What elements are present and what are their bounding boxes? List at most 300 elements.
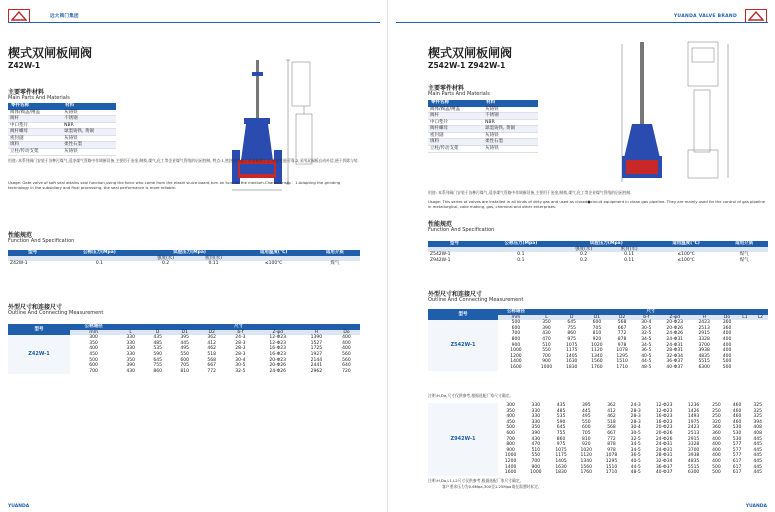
table-cell: 500	[722, 359, 732, 365]
table-cell: 445	[753, 447, 762, 453]
table-cell: 772	[607, 436, 616, 442]
parts-col-name: 零件名称	[8, 103, 62, 110]
table-cell: 390	[542, 325, 551, 331]
table-cell: 772	[207, 368, 216, 374]
header-rule	[396, 22, 768, 23]
table-cell: 400	[89, 346, 98, 352]
brand-name: 远大阀门集团	[50, 14, 79, 19]
table-cell: 3328	[687, 442, 700, 448]
table-cell: 400	[712, 447, 721, 453]
table-row	[8, 129, 116, 136]
table-cell: 445	[753, 464, 762, 470]
table-cell: 330	[126, 335, 135, 341]
table-cell: 577	[732, 453, 742, 459]
parts-title-en: Main Parts And Materials	[8, 95, 70, 101]
table-cell: 320	[712, 419, 721, 425]
table-cell: 立柱/传动支架	[8, 149, 62, 156]
table-cell: 400	[722, 342, 732, 348]
table-cell: 5515	[698, 359, 710, 365]
table-cell: 1000	[530, 470, 542, 476]
table-cell: 20-Φ26	[666, 325, 684, 331]
table-cell: 400	[722, 353, 732, 359]
table-cell: 1760	[580, 470, 592, 476]
table-cell: 445	[180, 340, 189, 346]
table-cell: 24-Φ31	[666, 342, 684, 348]
table-cell: 535	[153, 346, 162, 352]
table-cell: 400	[722, 348, 732, 354]
table-cell: 0.11	[208, 261, 219, 267]
table-cell: 600	[506, 430, 515, 436]
spec-table	[428, 241, 768, 263]
table-cell: 1630	[555, 464, 567, 470]
table-cell: 975	[556, 442, 566, 448]
table-cell: b-f	[643, 314, 650, 320]
table-cell: 435	[556, 403, 566, 408]
table-cell: 550	[180, 351, 189, 357]
table-cell: 24-Φ26	[655, 436, 673, 442]
table-cell: 1390	[310, 335, 323, 341]
table-cell: 48-5	[630, 470, 641, 476]
table-cell: 12-Φ23	[655, 408, 673, 414]
parts-col-material: 材料	[62, 103, 116, 110]
table-cell: 645	[153, 357, 162, 363]
table-cell: 390	[126, 363, 135, 369]
table-cell: H	[314, 329, 319, 335]
table-cell: 3328	[698, 336, 710, 342]
table-cell: 705	[581, 430, 591, 436]
table-cell: 330	[531, 408, 541, 414]
table-cell: 20-Φ26	[269, 363, 287, 369]
table-cell: 360	[712, 430, 721, 436]
table-cell: 408	[753, 425, 762, 431]
table-cell: 尺寸	[234, 324, 244, 329]
table-row	[428, 126, 538, 133]
table-cell: L	[545, 314, 548, 320]
table-cell: 590	[153, 351, 162, 357]
table-cell: 568	[207, 357, 216, 363]
table-cell: 煤气	[739, 252, 749, 258]
table-cell: 518	[607, 419, 616, 425]
table-cell: 适用介质	[735, 241, 754, 246]
table-cell: 408	[753, 430, 762, 436]
table-cell: D1	[181, 329, 188, 335]
dim-title-en: Outline And Connecting Measurement	[428, 297, 524, 303]
table-cell: 705	[180, 363, 189, 369]
table-cell: 1600	[504, 470, 517, 476]
table-cell	[737, 365, 752, 371]
table-cell: 1000	[504, 453, 517, 459]
table-cell: 1020	[591, 342, 603, 348]
table-cell: D	[155, 329, 160, 335]
table-cell: 2423	[687, 425, 700, 431]
table-cell: 350	[531, 425, 541, 431]
table-cell: 2441	[310, 363, 323, 369]
spec-title: 性能规范	[428, 221, 453, 228]
dim-title-en: Outline And Connecting Measurement	[8, 310, 104, 316]
table-cell: 28-Φ31	[666, 348, 684, 354]
table-cell: Do	[723, 314, 731, 320]
table-cell: 878	[607, 442, 616, 448]
table-cell: 705	[592, 325, 602, 331]
table-cell: 1405	[555, 458, 567, 464]
table-cell: 400	[342, 340, 351, 346]
table-cell: 460	[732, 414, 742, 420]
table-cell: 型号	[458, 311, 468, 317]
table-cell: 645	[556, 425, 566, 431]
table-cell: 1510	[616, 359, 628, 365]
table-cell: 412	[207, 340, 216, 346]
table-cell: 12-Φ23	[269, 335, 287, 341]
table-cell: 0.2	[580, 257, 588, 263]
table-cell: 1400	[510, 359, 522, 365]
table-cell: 400	[712, 453, 721, 459]
table-cell: 400	[712, 436, 721, 442]
table-cell: 1175	[565, 348, 578, 354]
table-cell: 3938	[687, 453, 700, 459]
table-cell: 16-Φ23	[269, 346, 287, 352]
table-cell: 34-5	[641, 342, 652, 348]
table-cell: 24-Φ26	[666, 331, 684, 337]
table-cell: 518	[207, 351, 216, 357]
table-cell: 36-Φ37	[655, 464, 673, 470]
table-cell: 500	[506, 425, 515, 431]
right-page	[388, 0, 775, 512]
table-cell: 300	[506, 403, 515, 408]
table-cell: 860	[153, 368, 162, 374]
table-row	[428, 139, 538, 146]
table-cell: 12-Φ23	[655, 403, 673, 408]
table-cell: 462	[607, 414, 616, 420]
table-cell: 12-Φ23	[269, 340, 287, 346]
table-cell: 1426	[687, 408, 700, 414]
table-cell: b-f	[237, 329, 244, 335]
table-cell: 20-Φ23	[269, 357, 287, 363]
table-cell: 1200	[504, 458, 517, 464]
table-cell: 878	[617, 336, 627, 342]
table-cell: 2915	[687, 436, 700, 442]
page-title: 楔式双闸板闸阀	[428, 46, 513, 60]
table-cell: 立柱/传动支架	[428, 146, 483, 153]
table-cell: 755	[567, 325, 576, 331]
table-cell: 30-4	[235, 357, 246, 363]
table-cell: 470	[531, 442, 541, 448]
table-cell: 500	[89, 357, 98, 363]
table-cell: 24-Φ31	[655, 447, 673, 453]
table-cell: 445	[753, 442, 762, 448]
table-cell: 36-5	[630, 453, 641, 459]
table-cell: 800	[511, 336, 521, 342]
table-row	[8, 142, 116, 149]
table-cell: 1075	[565, 342, 578, 348]
table-cell: NBR	[62, 122, 116, 129]
table-cell: 978	[607, 447, 616, 453]
table-cell: 1078	[605, 453, 618, 459]
table-cell: 1200	[510, 353, 522, 359]
table-cell: 28-3	[630, 419, 641, 425]
table-cell: 700	[506, 436, 515, 442]
table-cell: 400	[342, 335, 351, 341]
table-cell: 型号	[449, 241, 459, 246]
table-cell: 450	[506, 419, 515, 425]
table-cell: 617	[732, 458, 742, 464]
table-cell: 550	[531, 453, 541, 459]
table-cell: 32-Φ34	[655, 458, 673, 464]
table-cell: 型号	[28, 250, 38, 255]
table-cell: 填料	[428, 139, 483, 146]
table-cell: mm	[511, 314, 521, 320]
table-cell: 2423	[698, 320, 710, 326]
table-cell: 2962	[310, 368, 323, 374]
table-cell: 500	[511, 320, 521, 326]
table-cell: 460	[732, 403, 742, 408]
table-cell: 公称通径	[84, 324, 103, 329]
table-cell: 400	[712, 442, 721, 448]
table-row	[8, 116, 116, 123]
table-cell: 30-5	[235, 363, 246, 369]
table-cell: 32-Φ34	[666, 353, 684, 359]
table-cell: 24-Φ31	[666, 336, 684, 342]
table-cell: 435	[153, 335, 162, 341]
table-cell: D	[569, 314, 574, 320]
table-cell: 560	[342, 357, 351, 363]
table-cell: 0.1	[95, 261, 103, 267]
table-cell: 800	[506, 442, 515, 448]
table-cell: 1400	[504, 464, 517, 470]
table-cell: Do	[343, 329, 350, 335]
table-cell: 568	[617, 320, 627, 326]
table-cell: 720	[342, 368, 351, 374]
table-cell: 3938	[698, 348, 710, 354]
table-cell: 公称压力(Mpa)	[504, 241, 538, 246]
table-cell: 300	[89, 335, 98, 341]
model-number: Z542W-1 Z942W-1	[428, 61, 506, 70]
table-cell: 1295	[616, 353, 628, 359]
note-b1: 注明:H,Do,L1,L2尺寸仅供参考,根据选配厂家尺寸确定。	[428, 478, 524, 483]
table-cell: 1405	[565, 353, 578, 359]
table-cell: 试验压力(Mpa)	[173, 250, 206, 255]
table-cell: 600	[89, 363, 98, 369]
table-cell: 900	[531, 464, 541, 470]
parts-title: 主要零件材料	[8, 89, 45, 96]
table-cell: 330	[531, 419, 541, 425]
table-cell: 0.11	[624, 252, 635, 258]
table-cell: NBR	[483, 119, 538, 126]
table-cell: 1560	[591, 359, 603, 365]
table-cell: 860	[567, 331, 576, 337]
page-title: 楔式双闸板闸阀	[8, 46, 93, 60]
table-cell: 430	[126, 368, 135, 374]
table-cell: 中口垫片	[8, 122, 62, 129]
table-cell: 450	[89, 351, 98, 357]
dim-table	[8, 324, 360, 374]
table-cell: 不锈钢	[62, 116, 116, 123]
table-cell: 495	[180, 346, 189, 352]
table-cell: 24-Φ31	[655, 442, 673, 448]
table-cell: 28-3	[235, 351, 246, 357]
table-cell: 577	[732, 442, 742, 448]
table-cell: 550	[581, 419, 591, 425]
table-cell: 20-Φ26	[655, 430, 673, 436]
table-cell: 500	[712, 464, 721, 470]
spec-table	[8, 250, 360, 267]
table-cell: 1560	[580, 464, 592, 470]
table-cell: 462	[207, 346, 216, 352]
table-cell: 1600	[510, 364, 522, 370]
table-cell: 0.1	[517, 257, 525, 263]
table-cell: mm	[89, 329, 98, 335]
usage-cn: 用途: 本系列阀门安装于各种污煤气,适净煤气管路中作调断设备,主要用于冶金,制换,煤气,化工等企业煤气管线的启闭控制, 特点:1,密封副经加工采用研磨工艺,密封性能可靠.2,采用双阀板自动补偿,便于拆除与装.	[8, 158, 359, 163]
table-cell: Z542W-1	[430, 252, 451, 258]
table-cell: 32-5	[235, 368, 246, 374]
table-cell: 360	[722, 325, 732, 331]
table-cell: 6300	[698, 364, 710, 370]
table-cell: 1710	[605, 470, 618, 476]
table-cell: 700	[542, 353, 551, 359]
table-cell: 密封副	[8, 135, 62, 142]
table-cell: 550	[542, 348, 551, 354]
parts-table	[428, 100, 538, 153]
table-cell: 柔性石墨	[62, 142, 116, 149]
note-a: 注明:H,Do,尺寸仅供参考,根据选配厂家尺寸确定。	[428, 393, 514, 398]
table-cell: 330	[126, 340, 135, 346]
table-cell: 530	[732, 425, 742, 431]
table-cell: 445	[753, 458, 762, 464]
left-header	[8, 9, 79, 23]
table-cell: 24-Φ26	[269, 368, 287, 374]
note-b2: 客户要求压力为0.6Mpa,300至1.25Mpa请在需要时标定。	[442, 484, 542, 489]
table-cell: 1000	[510, 348, 522, 354]
table-cell: 330	[531, 403, 541, 408]
parts-title: 主要零件材料	[428, 85, 465, 92]
table-cell: 350	[506, 408, 515, 414]
table-cell: 430	[542, 331, 551, 337]
table-row	[428, 146, 538, 153]
table-cell: 900	[511, 342, 521, 348]
table-cell: 394	[753, 419, 762, 425]
table-cell: ≤100℃	[677, 257, 695, 263]
table-cell: 3700	[687, 447, 700, 453]
table-row	[8, 135, 116, 142]
table-cell: 1510	[605, 464, 618, 470]
table-cell	[753, 365, 768, 371]
table-cell: 44-5	[630, 464, 641, 470]
table-cell: 1710	[616, 364, 628, 370]
table-row	[8, 261, 360, 267]
dim-title: 外型尺寸和连接尺寸	[428, 291, 483, 298]
table-cell: Z942W-1	[430, 257, 451, 263]
table-cell: 48-5	[641, 364, 652, 370]
parts-col-name: 零件名称	[428, 100, 483, 107]
table-row	[428, 119, 538, 126]
table-cell: 1975	[687, 419, 700, 425]
table-cell: 16-Φ23	[655, 419, 673, 425]
table-cell: 灰铸铁	[62, 110, 116, 116]
table-cell: 510	[531, 447, 541, 453]
table-cell: 577	[732, 447, 742, 453]
table-cell: 4835	[687, 458, 700, 464]
table-cell: 1175	[555, 453, 567, 459]
table-cell: 400	[712, 458, 721, 464]
usage-en: Usage: This series of valves are installed in all kinds of dirty gas and used as closed●circuit equipment in clean gas pipeline. They are mainly used for the control of gas pipeline in metallurgical, coke making, gas, chemical and other enterprises.	[428, 199, 766, 210]
table-cell: 530	[732, 436, 742, 442]
table-cell: 阀杆螺母	[8, 129, 62, 136]
table-cell: 360	[722, 320, 732, 326]
table-cell: 1078	[616, 348, 628, 354]
table-cell: 920	[581, 442, 591, 448]
table-cell: 5515	[687, 464, 700, 470]
table-cell: 16-Φ23	[655, 414, 673, 420]
table-cell: 28-3	[630, 414, 641, 420]
table-cell: 1340	[580, 458, 592, 464]
table-cell: Z42W-1	[8, 335, 70, 374]
table-cell: 325	[753, 403, 762, 408]
table-cell: 460	[732, 419, 742, 425]
table-cell: 1120	[580, 453, 592, 459]
table-row	[8, 122, 116, 129]
table-cell: 30-5	[630, 430, 641, 436]
table-cell: 1020	[580, 447, 592, 453]
gate-valve-illustration	[618, 40, 758, 190]
table-cell: 330	[126, 346, 135, 352]
table-cell: 阀杆螺母	[428, 126, 483, 133]
table-cell: Z942W-1	[428, 403, 498, 476]
table-cell: 350	[542, 320, 551, 326]
table-cell: 28-3	[235, 346, 246, 352]
table-cell: 密封(水)	[620, 246, 638, 252]
table-cell: 500	[712, 470, 721, 476]
table-cell: 公称压力(Mpa)	[82, 250, 116, 255]
right-header	[674, 9, 767, 23]
table-cell: 755	[556, 430, 566, 436]
table-cell: 柔性石墨	[483, 139, 538, 146]
table-cell: 667	[607, 430, 616, 436]
table-cell: 445	[581, 408, 591, 414]
table-cell: 640	[342, 363, 351, 369]
table-cell: 填料	[8, 142, 62, 149]
table-cell: 755	[153, 363, 162, 369]
table-cell: 395	[581, 403, 591, 408]
usage-en: Usage: Gate valve of soft seal attains seal function,using the force who come from the elastil sluice board,turn on turn off the medium.Characteristic：1.Adopting the grinding technology in the subsidiary and final processing, the seal performance is more reliable.	[8, 180, 341, 191]
table-cell: 1340	[591, 353, 603, 359]
table-cell: 395	[180, 335, 189, 341]
table-cell: 667	[617, 325, 627, 331]
table-cell: 500	[722, 364, 732, 370]
table-cell: 34-5	[630, 442, 641, 448]
header-rule	[8, 22, 380, 23]
table-cell: 灰铸铁	[62, 149, 116, 156]
table-cell: H	[702, 314, 706, 320]
spec-title-en: Function And Specification	[428, 227, 495, 233]
table-cell: 412	[607, 408, 616, 414]
table-cell: L2	[757, 314, 763, 320]
table-cell: 362	[607, 403, 616, 408]
table-cell: 0.2	[161, 261, 170, 267]
table-cell: 30-4	[641, 320, 652, 326]
table-cell: 40-Φ37	[666, 364, 684, 370]
table-cell: 灰铸铁	[62, 135, 116, 142]
parts-title-en: Main Parts And Materials	[428, 91, 490, 97]
table-cell: 325	[753, 414, 762, 420]
table-cell: 810	[581, 436, 591, 442]
table-cell: 600	[592, 320, 602, 326]
table-cell: 40-5	[641, 353, 652, 359]
table-cell: 4835	[698, 353, 710, 359]
table-cell: 灰铸铁	[483, 107, 538, 113]
table-cell: 250	[712, 414, 721, 420]
table-cell: 1493	[687, 414, 700, 420]
table-cell: 36-5	[641, 348, 652, 354]
table-cell: 球墨铸铁, 黄铜	[483, 126, 538, 133]
